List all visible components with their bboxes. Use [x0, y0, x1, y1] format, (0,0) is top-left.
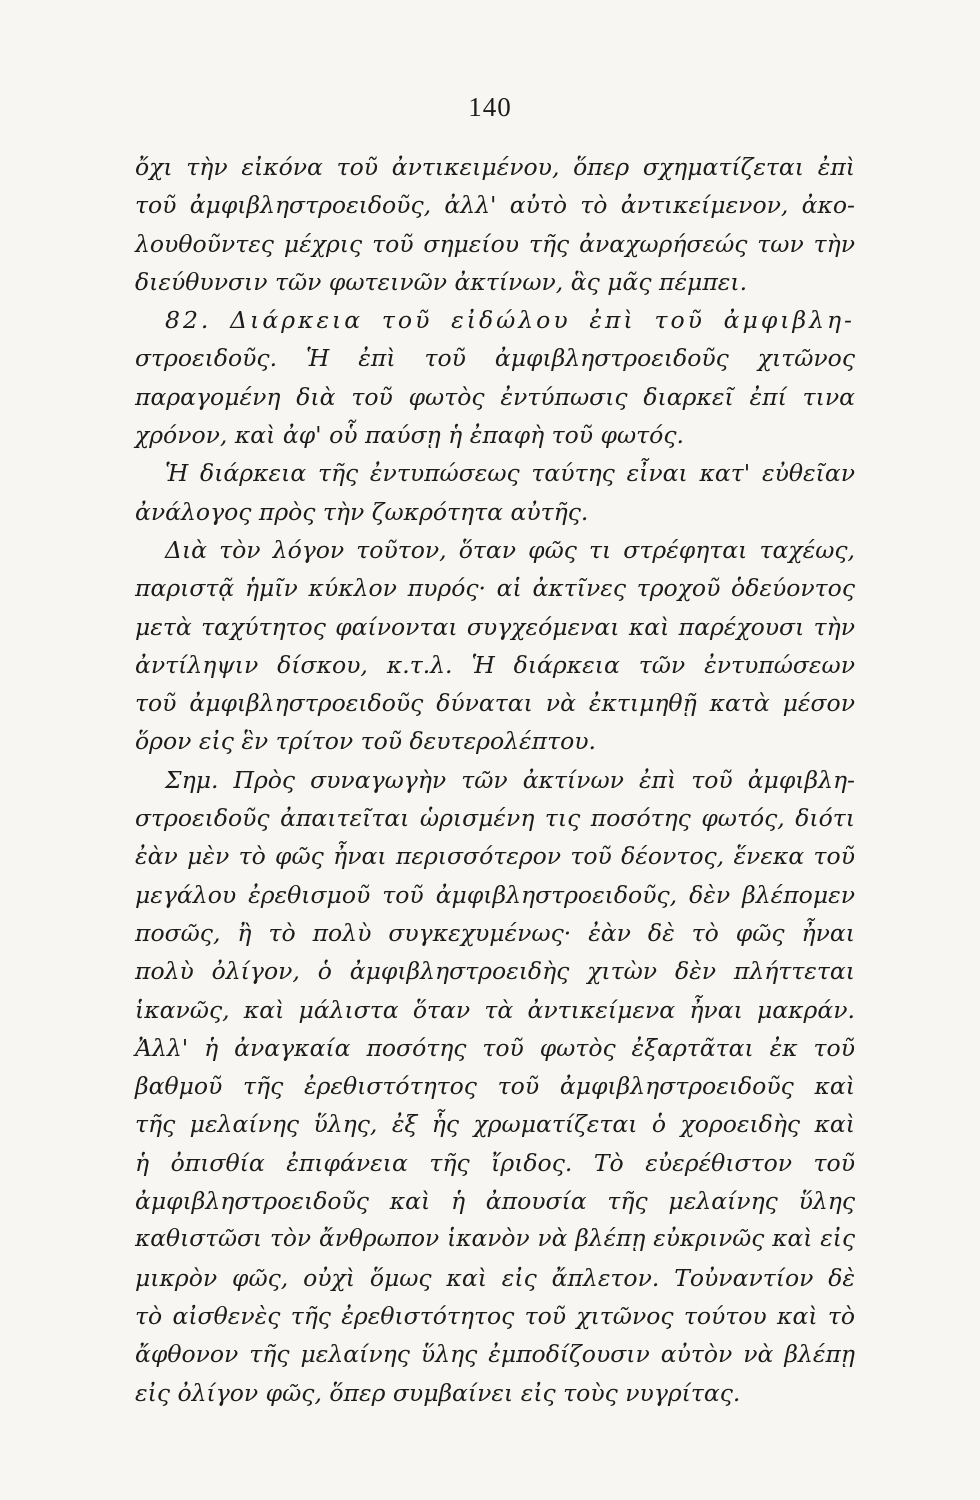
text-line: στροειδοῦς ἀπαιτεῖται ὡρισμένη τις ποσότης φωτός, διότι: [135, 804, 855, 833]
text-line: ἀμφιβληστροειδοῦς καὶ ἡ ἀπουσία τῆς μελαίνης ὕλης: [135, 1187, 855, 1216]
text-line: μετὰ ταχύτητος φαίνονται συγχεόμεναι καὶ παρέχουσι τὴν: [135, 612, 855, 641]
text-line: ἐὰν μὲν τὸ φῶς ἦναι περισσότερον τοῦ δέοντος, ἕνεκα τοῦ: [135, 842, 855, 871]
text-line: Ἡ διάρκεια τῆς ἐντυπώσεως ταύτης εἶναι κατ' εὐθεῖαν: [165, 459, 855, 488]
body-text: [135, 148, 855, 1412]
text-line: μεγάλου ἐρεθισμοῦ τοῦ ἀμφιβληστροειδοῦς, δὲν βλέπομεν: [135, 880, 855, 909]
text-line: ποσῶς, ἢ τὸ πολὺ συγκεχυμένως· ἐὰν δὲ τὸ φῶς ἦναι: [135, 918, 855, 947]
text-line: λουθοῦντες μέχρις τοῦ σημείου τῆς ἀναχωρήσεώς των τὴν: [135, 229, 855, 258]
note-line: Σημ. Πρὸς συναγωγὴν τῶν ἀκτίνων ἐπὶ τοῦ ἀμφιβλη-: [165, 765, 855, 794]
text-line: πολὺ ὀλίγον, ὁ ἀμφιβληστροειδὴς χιτὼν δὲν πλήττεται: [135, 957, 855, 986]
text-line: βαθμοῦ τῆς ἐρεθιστότητος τοῦ ἀμφιβληστροειδοῦς καὶ: [135, 1072, 855, 1101]
text-line: ἡ ὀπισθία ἐπιφάνεια τῆς ἴριδος. Τὸ εὐερέθιστον τοῦ: [135, 1148, 855, 1177]
text-line: χρόνον, καὶ ἀφ' οὗ παύσῃ ἡ ἐπαφὴ τοῦ φωτός.: [135, 421, 684, 450]
text-line: στροειδοῦς. Ἡ ἐπὶ τοῦ ἀμφιβληστροειδοῦς χιτῶνος: [135, 344, 855, 373]
text-line: ὄχι τὴν εἰκόνα τοῦ ἀντικειμένου, ὅπερ σχηματίζεται ἐπὶ: [135, 153, 855, 181]
page-number: 140: [468, 92, 512, 122]
text-line: παραγομένη διὰ τοῦ φωτὸς ἐντύπωσις διαρκεῖ ἐπί τινα: [135, 382, 855, 411]
text-line: μικρὸν φῶς, οὐχὶ ὅμως καὶ εἰς ἄπλετον. Τοὐναντίον δὲ: [135, 1263, 855, 1292]
text-line: ἀντίληψιν δίσκου, κ.τ.λ. Ἡ διάρκεια τῶν ἐντυπώσεων: [135, 650, 855, 679]
text-line: Διὰ τὸν λόγον τοῦτον, ὅταν φῶς τι στρέφηται ταχέως,: [165, 535, 855, 564]
text-line: τῆς μελαίνης ὕλης, ἐξ ἧς χρωματίζεται ὁ χοροειδὴς καὶ: [135, 1110, 855, 1139]
text-line: τοῦ ἀμφιβληστροειδοῦς δύναται νὰ ἐκτιμηθῇ κατὰ μέσον: [135, 689, 855, 718]
text-line: Ἀλλ' ἡ ἀναγκαία ποσότης τοῦ φωτὸς ἐξαρτᾶται ἐκ τοῦ: [135, 1033, 855, 1062]
text-line: παριστᾷ ἡμῖν κύκλον πυρός· αἱ ἀκτῖνες τροχοῦ ὁδεύοντος: [135, 574, 855, 603]
section-heading-line: 82. Διάρκεια τοῦ εἰδώλου ἐπὶ τοῦ ἀμφιβλη-: [165, 306, 855, 335]
text-line: εἰς ὀλίγον φῶς, ὅπερ συμβαίνει εἰς τοὺς νυγρίτας.: [135, 1378, 741, 1407]
text-line: ἄφθονον τῆς μελαίνης ὕλης ἐμποδίζουσιν αὐτὸν νὰ βλέπῃ: [135, 1340, 855, 1369]
text-line: ὅρον εἰς ἓν τρίτον τοῦ δευτερολέπτου.: [135, 727, 597, 756]
text-line: ἱκανῶς, καὶ μάλιστα ὅταν τὰ ἀντικείμενα ἦναι μακράν.: [135, 995, 855, 1024]
text-line: τὸ αἰσθενὲς τῆς ἐρεθιστότητος τοῦ χιτῶνος τούτου καὶ τὸ: [135, 1301, 855, 1330]
text-line: καθιστῶσι τὸν ἄνθρωπον ἱκανὸν νὰ βλέπῃ εὐκρινῶς καὶ εἰς: [135, 1225, 855, 1253]
text-line: τοῦ ἀμφιβληστροειδοῦς, ἀλλ' αὐτὸ τὸ ἀντικείμενον, ἀκο-: [135, 191, 855, 220]
text-line: διεύθυνσιν τῶν φωτεινῶν ἀκτίνων, ἃς μᾶς πέμπει.: [135, 267, 748, 296]
text-line: ἀνάλογος πρὸς τὴν ζωκρότητα αὐτῆς.: [135, 497, 589, 526]
